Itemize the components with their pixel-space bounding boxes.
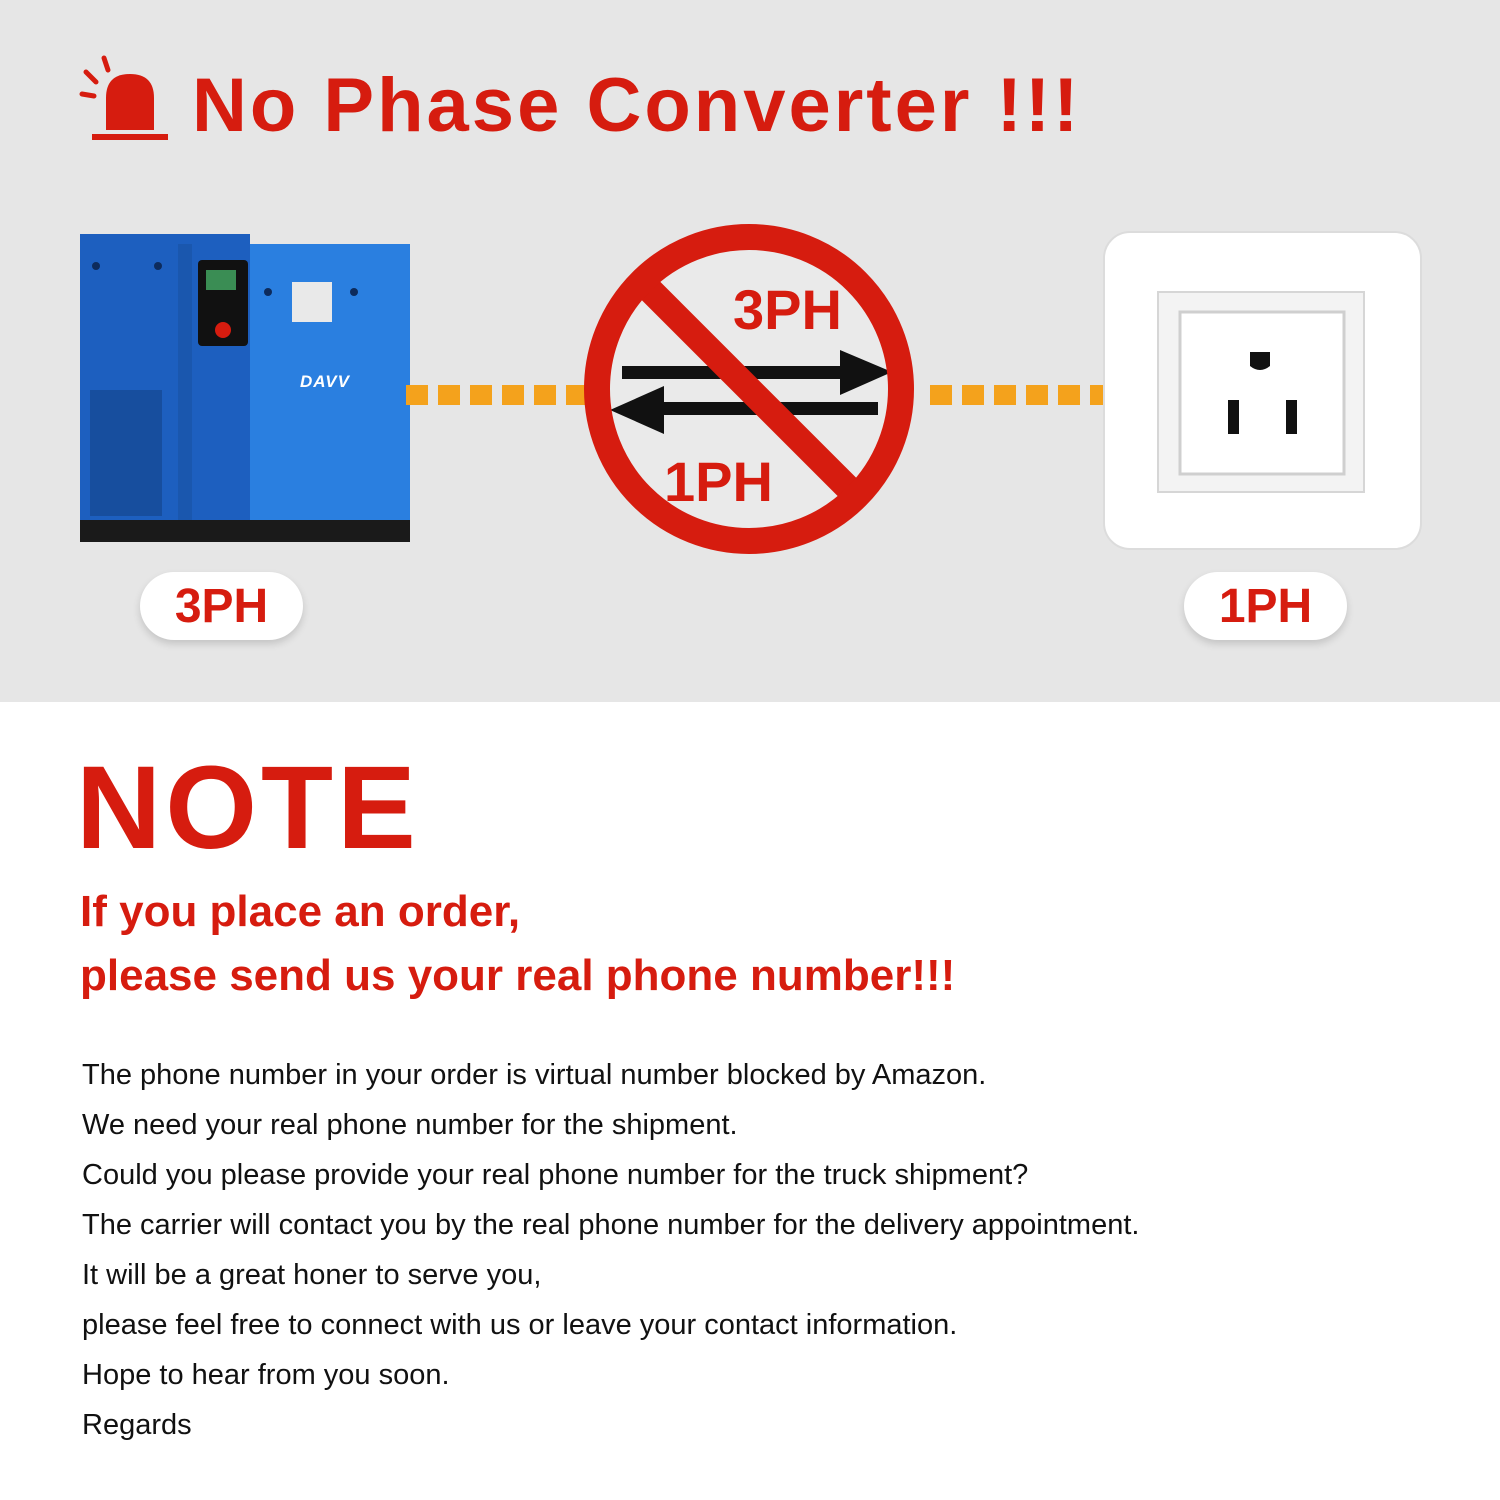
prohibit-3ph-label: 3PH: [733, 278, 842, 341]
note-subtitle-line: please send us your real phone number!!!: [80, 951, 956, 1000]
machine-brand-label: DAVV: [300, 372, 350, 391]
note-body-line: Could you please provide your real phone number for the truck shipment?: [82, 1159, 1029, 1191]
note-body-line: Regards: [82, 1409, 192, 1441]
note-body-line: It will be a great honer to serve you,: [82, 1259, 542, 1291]
note-title: NOTE: [76, 742, 420, 874]
three-phase-badge: 3PH: [140, 572, 303, 640]
single-phase-badge: 1PH: [1184, 572, 1347, 640]
note-body-line: The carrier will contact you by the real phone number for the delivery appointment.: [82, 1209, 1140, 1241]
prohibit-1ph-label: 1PH: [664, 450, 773, 513]
connection-dash-left: [406, 385, 588, 405]
note-body-line: We need your real phone number for the shipment.: [82, 1109, 738, 1141]
wall-outlet-image: [1100, 228, 1425, 553]
note-body-line: please feel free to connect with us or leave your contact information.: [82, 1309, 958, 1341]
headline-title: No Phase Converter !!!: [192, 63, 1082, 148]
alarm-icon: [76, 52, 168, 144]
air-compressor-image: [78, 230, 413, 552]
note-body: [82, 1050, 1139, 1450]
note-subtitle-line: If you place an order,: [80, 887, 521, 936]
note-body-line: The phone number in your order is virtual number blocked by Amazon.: [82, 1059, 987, 1091]
connection-dash-right: [930, 385, 1112, 405]
note-body-line: Hope to hear from you soon.: [82, 1359, 450, 1391]
